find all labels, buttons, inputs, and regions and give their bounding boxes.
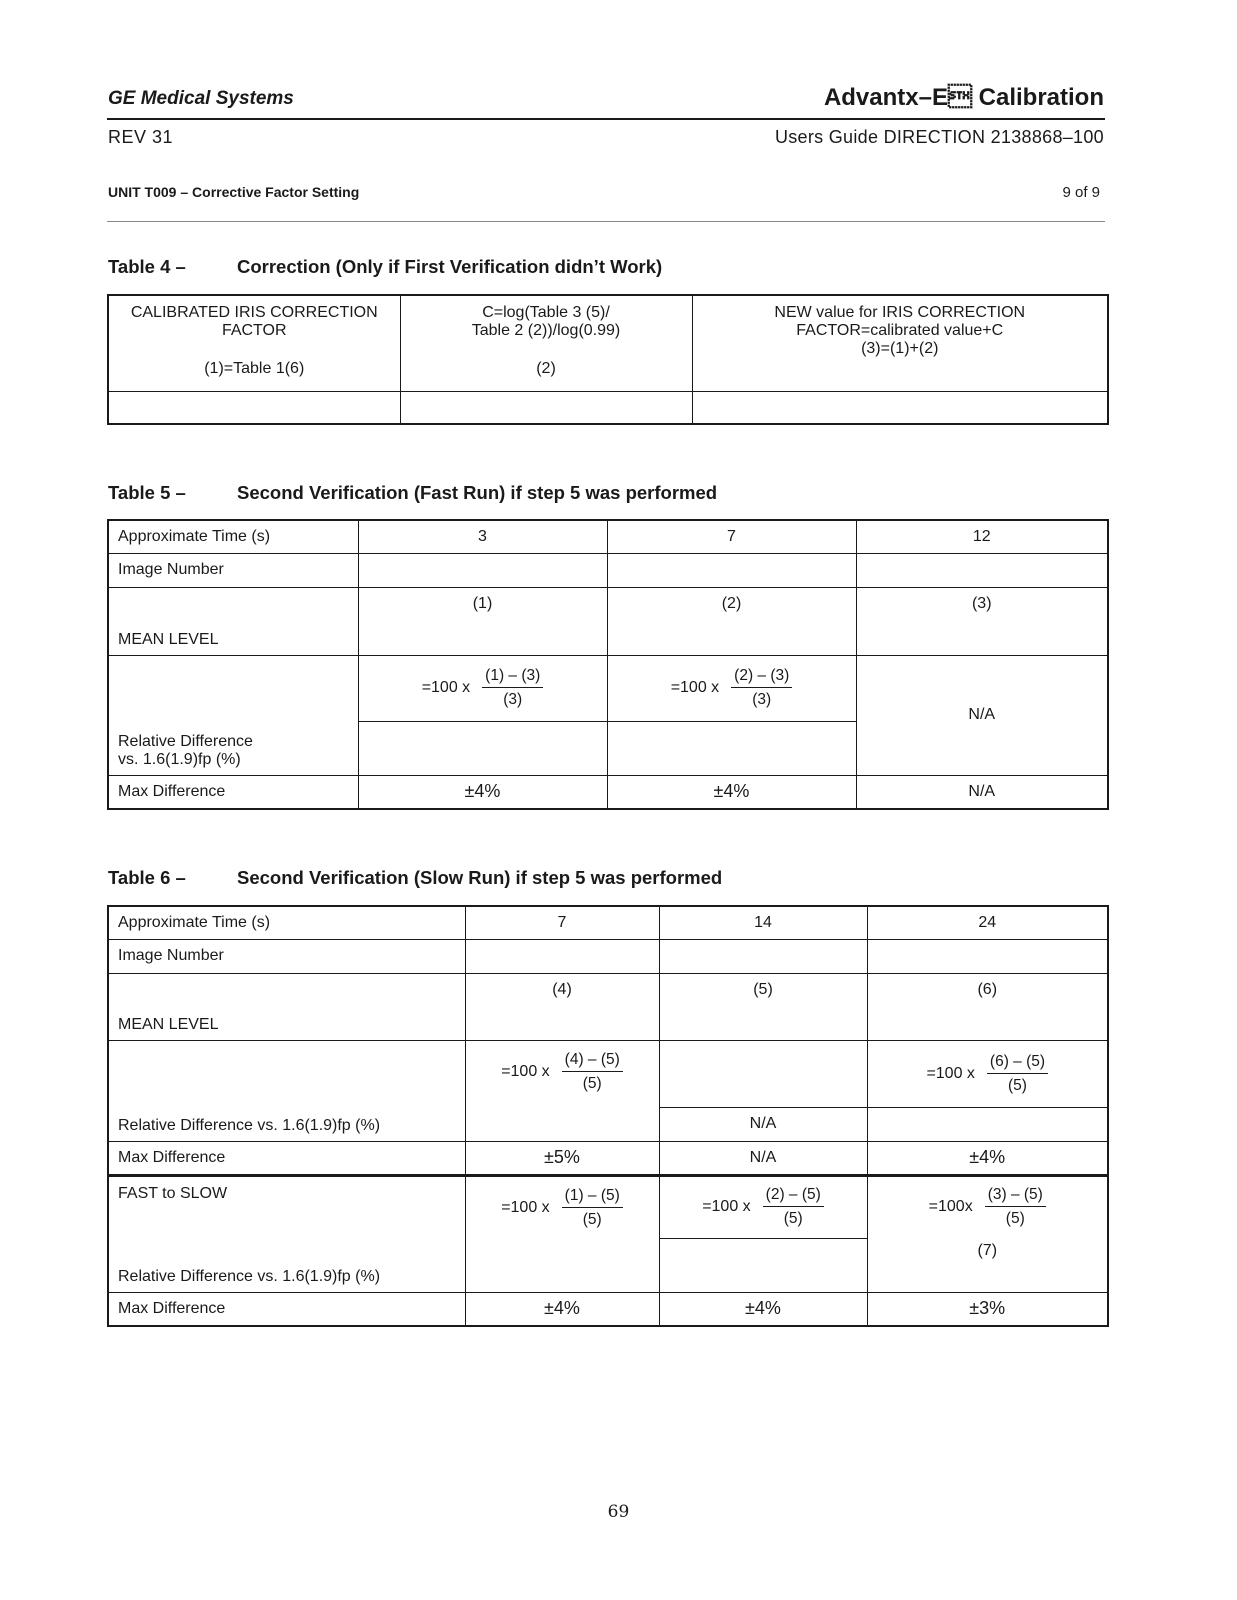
max-difference-value: N/A <box>856 775 1108 809</box>
formula-cell <box>465 1175 659 1292</box>
table-4-label: Table 4 – <box>108 256 186 277</box>
reference-7: (7) <box>867 1238 1108 1292</box>
formula: =100 x $\frac{(1) - (3)}{(3)}$ <box>422 667 544 709</box>
time-value: 7 <box>607 520 856 553</box>
row-label-max-difference: Max Difference <box>108 1292 465 1326</box>
table-row <box>108 1175 1108 1238</box>
table-4-header-c: C=log(Table 3 (5)/ Table 2 (2))/log(0.99) (2) <box>400 295 692 391</box>
max-difference-value: ±5% <box>465 1141 659 1175</box>
table-row <box>108 1040 1108 1107</box>
time-value: 24 <box>867 906 1108 939</box>
formula-cell <box>465 1040 659 1141</box>
mean-ref: (1) <box>358 587 607 621</box>
table-row <box>108 775 1108 809</box>
image-number-input[interactable] <box>867 939 1108 973</box>
table-row <box>108 553 1108 587</box>
formula-cell <box>607 655 856 721</box>
mean-ref: (2) <box>607 587 856 621</box>
image-number-input[interactable] <box>465 939 659 973</box>
mean-ref: (4) <box>465 973 659 1007</box>
table-5 <box>107 519 1109 810</box>
table-4-input-calibrated[interactable] <box>108 391 400 424</box>
table-6-title: Second Verification (Slow Run) if step 5 was performed <box>237 867 723 888</box>
table-row <box>108 906 1108 939</box>
table-row <box>108 520 1108 553</box>
table-4-header-calibrated: CALIBRATED IRIS CORRECTION FACTOR (1)=Table 1(6) <box>108 295 400 391</box>
table-row <box>108 655 1108 721</box>
table-4-input-new-value[interactable] <box>692 391 1108 424</box>
mean-ref: (3) <box>856 587 1108 621</box>
table-4-input-c[interactable] <box>400 391 692 424</box>
max-difference-value: ±4% <box>659 1292 867 1326</box>
max-difference-value: N/A <box>659 1141 867 1175</box>
time-value: 3 <box>358 520 607 553</box>
row-label-max-difference: Max Difference <box>108 775 358 809</box>
table-4 <box>107 294 1109 425</box>
row-label-mean-level: MEAN LEVEL <box>108 973 465 1040</box>
page-of-indicator: 9 of 9 <box>1062 184 1100 201</box>
row-label-relative-difference: Relative Difference vs. 1.6(1.9)fp (%) <box>108 655 358 775</box>
row-label-image-number: Image Number <box>108 939 465 973</box>
row-label-fast-to-slow: FAST to SLOW <box>108 1175 465 1238</box>
mean-level-input[interactable] <box>856 621 1108 655</box>
time-value: 7 <box>465 906 659 939</box>
relative-difference-input[interactable] <box>358 721 607 775</box>
document-title: Advantx–E Calibration <box>823 84 1104 111</box>
row-label-max-difference: Max Difference <box>108 1141 465 1175</box>
mean-level-input[interactable] <box>465 1007 659 1040</box>
table-6-label: Table 6 – <box>108 867 186 888</box>
table-row <box>108 1141 1108 1175</box>
table-5-title: Second Verification (Fast Run) if step 5 was performed <box>237 482 718 503</box>
time-value: 12 <box>856 520 1108 553</box>
empty-cell <box>659 1040 867 1107</box>
table-4-caption <box>108 256 662 278</box>
table-row <box>108 587 1108 621</box>
formula: =100x $\frac{(3) - (5)}{(5)}$ <box>929 1186 1046 1228</box>
formula: =100 x $\frac{(2) - (5)}{(5)}$ <box>702 1186 824 1228</box>
table-row <box>108 939 1108 973</box>
table-4-header-new-value: NEW value for IRIS CORRECTION FACTOR=calibrated value+C (3)=(1)+(2) <box>692 295 1108 391</box>
formula: =100 x $\frac{(2) - (3)}{(3)}$ <box>671 667 793 709</box>
mean-level-input[interactable] <box>358 621 607 655</box>
max-difference-value: ±3% <box>867 1292 1108 1326</box>
max-difference-value: ±4% <box>607 775 856 809</box>
image-number-input[interactable] <box>607 553 856 587</box>
header-rule <box>107 118 1105 120</box>
table-row <box>108 1292 1108 1326</box>
formula: =100 x $\frac{(6) - (5)}{(5)}$ <box>926 1053 1048 1095</box>
table-6 <box>107 905 1109 1327</box>
row-label-time: Approximate Time (s) <box>108 906 465 939</box>
row-label-mean-level: MEAN LEVEL <box>108 587 358 655</box>
relative-difference-input[interactable] <box>867 1107 1108 1141</box>
table-4-title: Correction (Only if First Verification didn’t Work) <box>237 256 663 277</box>
revision-label: REV 31 <box>108 127 174 147</box>
table-row <box>108 391 1108 424</box>
unit-title: UNIT T009 – Corrective Factor Setting <box>108 184 360 200</box>
mean-level-input[interactable] <box>659 1007 867 1040</box>
table-6-caption <box>108 867 722 889</box>
time-value: 14 <box>659 906 867 939</box>
mean-level-input[interactable] <box>867 1007 1108 1040</box>
mean-ref: (5) <box>659 973 867 1007</box>
table-5-label: Table 5 – <box>108 482 186 503</box>
mean-level-input[interactable] <box>607 621 856 655</box>
table-row <box>108 973 1108 1007</box>
row-label-image-number: Image Number <box>108 553 358 587</box>
image-number-input[interactable] <box>358 553 607 587</box>
max-difference-value: ±4% <box>465 1292 659 1326</box>
relative-difference-input[interactable] <box>607 721 856 775</box>
max-difference-value: ±4% <box>358 775 607 809</box>
page-number: 69 <box>607 1502 630 1522</box>
row-label-time: Approximate Time (s) <box>108 520 358 553</box>
max-difference-value: ±4% <box>867 1141 1108 1175</box>
table-row <box>108 295 1108 391</box>
formula-cell <box>358 655 607 721</box>
formula-cell <box>867 1040 1108 1107</box>
relative-difference-na: N/A <box>659 1107 867 1141</box>
guide-reference: Users Guide DIRECTION 2138868–100 <box>774 127 1104 147</box>
image-number-input[interactable] <box>856 553 1108 587</box>
mean-ref: (6) <box>867 973 1108 1007</box>
formula-cell <box>867 1175 1108 1238</box>
row-label-relative-difference: Relative Difference vs. 1.6(1.9)fp (%) <box>108 1238 465 1292</box>
formula-cell <box>659 1175 867 1238</box>
relative-difference-na: N/A <box>856 655 1108 775</box>
table-5-caption <box>108 482 717 504</box>
company-name: GE Medical Systems <box>108 88 294 109</box>
row-label-relative-difference: Relative Difference vs. 1.6(1.9)fp (%) <box>108 1040 465 1141</box>
relative-difference-input[interactable] <box>659 1238 867 1292</box>
image-number-input[interactable] <box>659 939 867 973</box>
formula: =100 x $\frac{(4) - (5)}{(5)}$ <box>501 1051 623 1093</box>
section-divider <box>107 221 1105 222</box>
formula: =100 x $\frac{(1) - (5)}{(5)}$ <box>501 1187 623 1229</box>
